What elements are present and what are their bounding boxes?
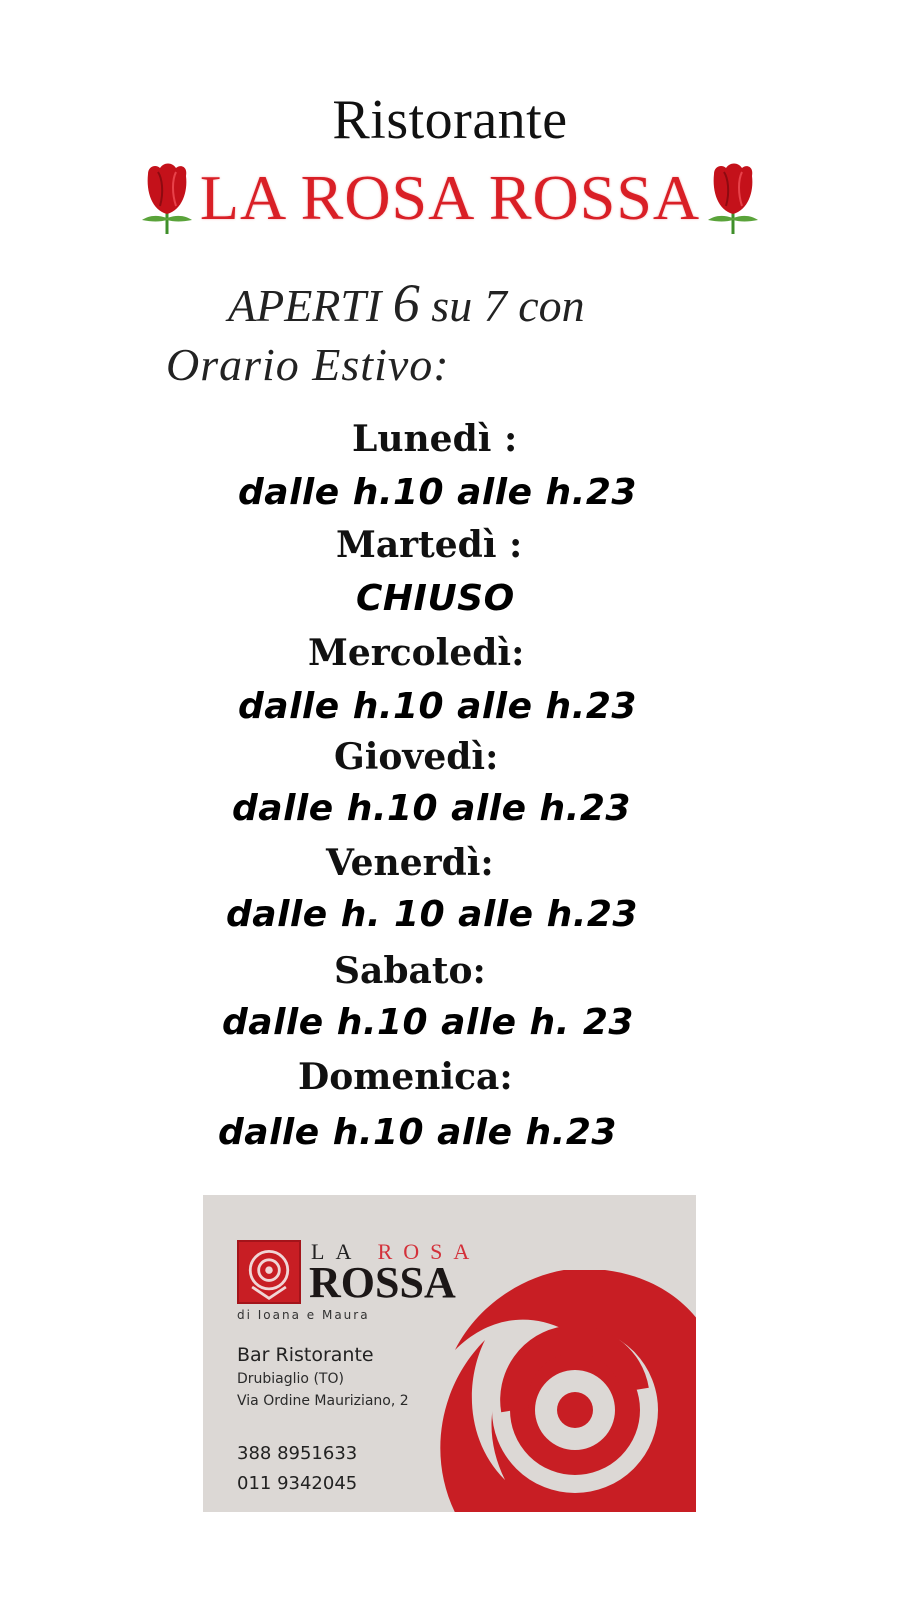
hours-tuesday-closed: CHIUSO [356,578,515,619]
hours-thursday: dalle h.10 alle h.23 [232,788,631,829]
card-brand-rosa: ROSA [377,1239,481,1264]
card-brand-rossa: ROSSA [309,1258,456,1307]
open-label: APERTI [228,280,393,331]
summer-hours-label: Orario Estivo: [166,339,450,390]
restaurant-subtitle: Ristorante [332,89,568,151]
hours-friday: dalle h. 10 alle h.23 [226,894,638,935]
rose-icon [704,162,762,234]
open-days-text [228,272,585,334]
card-brand-la: LA [311,1239,362,1264]
open-days-suffix: su 7 con [419,280,585,331]
hours-saturday: dalle h.10 alle h. 23 [222,1002,634,1043]
card-phone-landline: 011 9342045 [237,1473,358,1494]
day-saturday: Sabato: [334,950,486,992]
open-days-count: 6 [392,273,420,333]
restaurant-title [110,160,790,236]
day-sunday: Domenica: [298,1056,513,1098]
card-phone-mobile: 388 8951633 [237,1443,358,1464]
day-wednesday: Mercoledì: [308,632,525,674]
hours-wednesday: dalle h.10 alle h.23 [238,686,637,727]
business-card [203,1195,696,1512]
day-friday: Venerdì: [326,842,494,884]
card-owners: di Ioana e Maura [237,1308,370,1322]
day-thursday: Giovedì: [334,736,499,778]
restaurant-name: LA ROSA ROSSA [199,162,701,233]
rose-icon [138,162,196,234]
day-monday: Lunedì : [352,418,518,460]
rose-logo-large-icon [425,1270,696,1512]
hours-monday: dalle h.10 alle h.23 [238,472,637,513]
hours-sunday: dalle h.10 alle h.23 [218,1112,617,1153]
card-business-type: Bar Ristorante [237,1344,374,1366]
day-tuesday: Martedì : [336,524,523,566]
rose-logo-small-icon [237,1240,301,1304]
card-address: Via Ordine Mauriziano, 2 [237,1393,409,1409]
card-town: Drubiaglio (TO) [237,1371,344,1387]
